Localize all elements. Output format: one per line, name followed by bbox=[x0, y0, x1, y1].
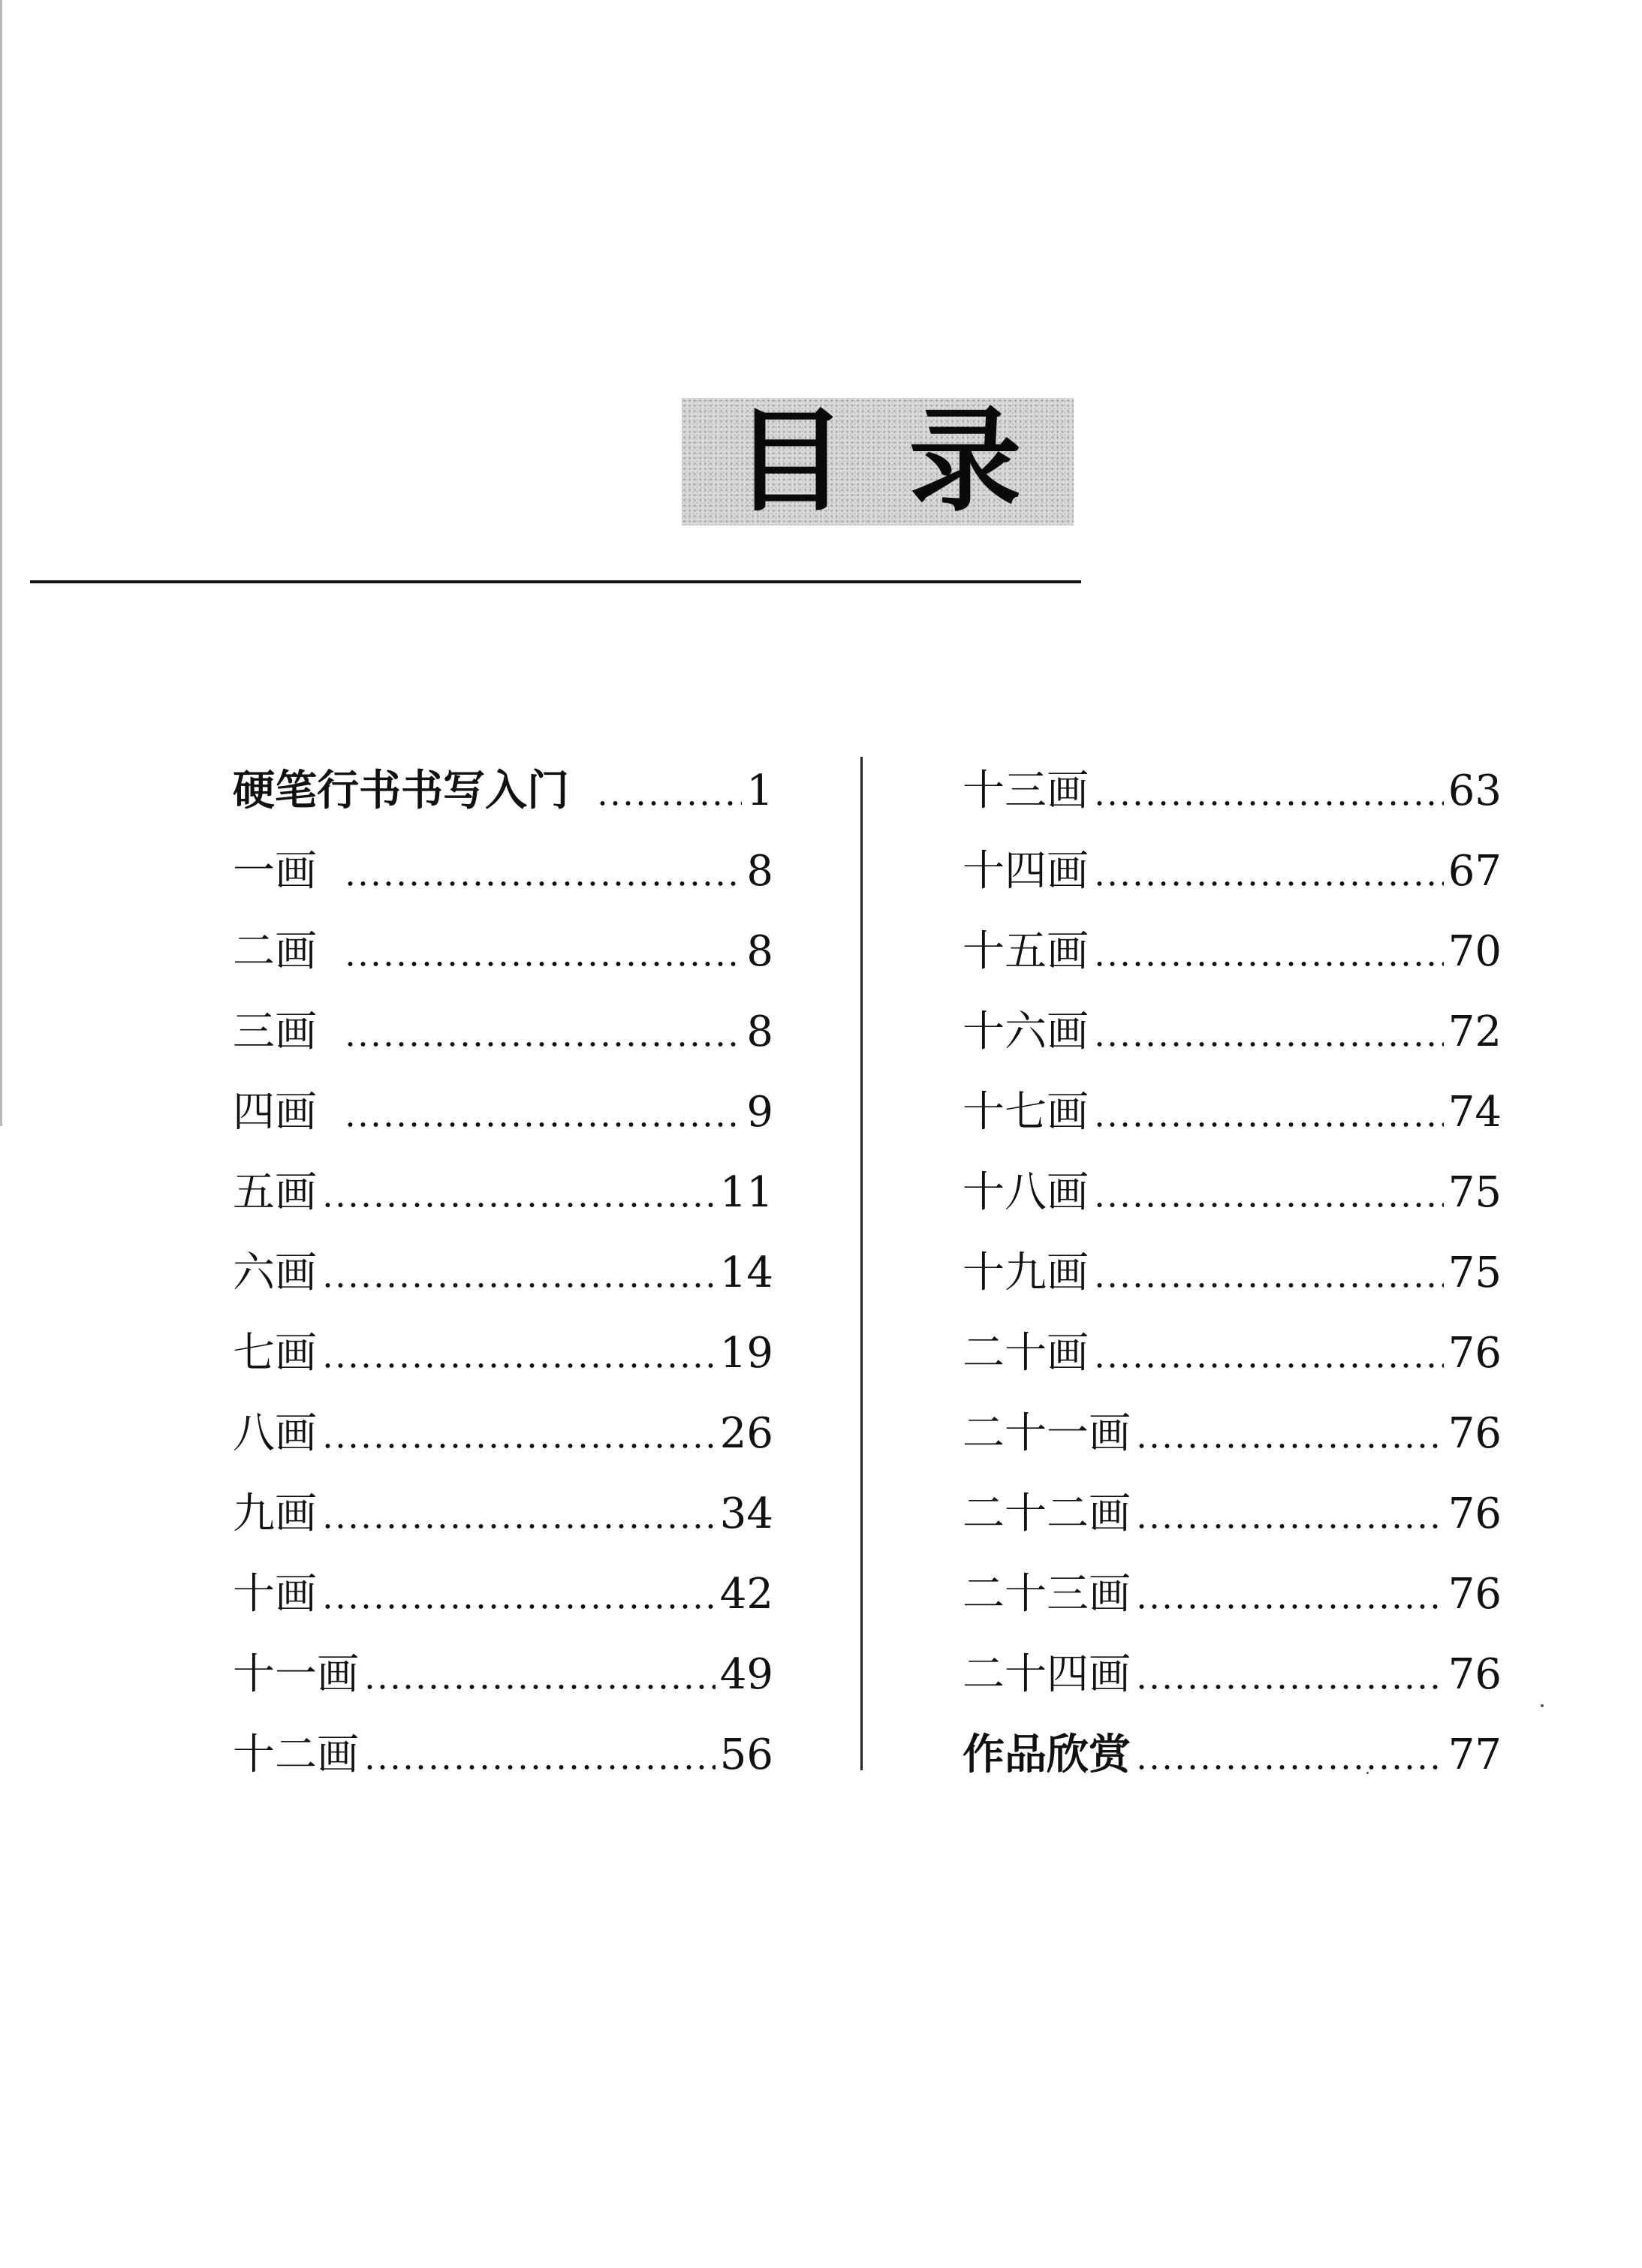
toc-entry-page-number: 8 bbox=[746, 1007, 773, 1056]
toc-entry-page-number: 76 bbox=[1448, 1409, 1502, 1458]
toc-entry-page-number: 70 bbox=[1448, 927, 1502, 976]
toc-entry-label: 二十三画 bbox=[963, 1570, 1131, 1619]
toc-entry-label: 七画 bbox=[233, 1329, 317, 1378]
toc-entry[interactable] bbox=[233, 1554, 773, 1634]
toc-entry[interactable] bbox=[963, 1152, 1502, 1233]
toc-entry-label: 二画 bbox=[233, 927, 317, 976]
toc-entry-label: 六画 bbox=[233, 1248, 317, 1297]
toc-entry-page-number: 76 bbox=[1448, 1570, 1502, 1619]
toc-entry-label: 十画 bbox=[233, 1570, 317, 1619]
toc-entry[interactable] bbox=[963, 1313, 1502, 1393]
toc-entry-label: 十五画 bbox=[963, 927, 1089, 976]
toc-entry-label: 三画 bbox=[233, 1007, 317, 1056]
toc-left-column bbox=[233, 751, 773, 1795]
title-char-1: 目 bbox=[734, 396, 847, 527]
dot-leader bbox=[1093, 1202, 1444, 1208]
toc-entry-label: 作品欣赏 bbox=[963, 1730, 1131, 1779]
toc-entry[interactable] bbox=[963, 751, 1502, 831]
toc-entry-page-number: 74 bbox=[1448, 1088, 1502, 1137]
toc-entry-page-number: 42 bbox=[719, 1570, 773, 1619]
toc-entry[interactable] bbox=[963, 1474, 1502, 1554]
dot-leader bbox=[321, 1604, 716, 1610]
dot-leader bbox=[1093, 800, 1444, 806]
toc-entry-page-number: 76 bbox=[1448, 1489, 1502, 1538]
dot-leader bbox=[1093, 1041, 1444, 1047]
toc-entry-page-number: 26 bbox=[719, 1409, 773, 1458]
toc-entry[interactable] bbox=[233, 911, 773, 992]
dot-leader bbox=[363, 1764, 716, 1770]
dot-leader bbox=[1135, 1684, 1444, 1690]
dot-leader bbox=[596, 800, 742, 806]
toc-entry-page-number: 76 bbox=[1448, 1650, 1502, 1699]
dot-leader bbox=[321, 1202, 716, 1208]
dot-leader bbox=[344, 881, 742, 887]
column-divider bbox=[860, 757, 863, 1770]
toc-entry-page-number: 75 bbox=[1448, 1248, 1502, 1297]
toc-entry-page-number: 76 bbox=[1448, 1329, 1502, 1378]
dot-leader bbox=[1093, 1282, 1444, 1288]
toc-entry-page-number: 56 bbox=[719, 1730, 773, 1779]
title-char-2: 录 bbox=[908, 396, 1022, 527]
dot-leader bbox=[1093, 1122, 1444, 1128]
toc-entry-page-number: 19 bbox=[719, 1329, 773, 1378]
toc-entry-page-number: 11 bbox=[719, 1168, 773, 1217]
toc-entry[interactable] bbox=[233, 992, 773, 1072]
toc-entry-page-number: 77 bbox=[1448, 1730, 1502, 1779]
dot-leader bbox=[321, 1282, 716, 1288]
scan-edge-shadow bbox=[0, 0, 2, 1126]
toc-entry-page-number: 8 bbox=[746, 847, 773, 896]
toc-entry[interactable] bbox=[963, 1554, 1502, 1634]
toc-entry[interactable] bbox=[233, 1715, 773, 1795]
toc-entry[interactable] bbox=[233, 1072, 773, 1152]
toc-entry-label: 一画 bbox=[233, 847, 317, 896]
toc-entry-label: 十六画 bbox=[963, 1007, 1089, 1056]
scan-speck bbox=[1541, 1704, 1544, 1707]
toc-entry-label: 二十画 bbox=[963, 1329, 1089, 1378]
toc-entry-page-number: 14 bbox=[719, 1248, 773, 1297]
toc-entry[interactable] bbox=[233, 1393, 773, 1474]
toc-entry-page-number: 67 bbox=[1448, 847, 1502, 896]
toc-entry-label: 九画 bbox=[233, 1489, 317, 1538]
toc-entry[interactable] bbox=[233, 1634, 773, 1715]
toc-entry[interactable] bbox=[233, 1233, 773, 1313]
toc-entry-label: 十三画 bbox=[963, 767, 1089, 815]
toc-entry-label: 二十四画 bbox=[963, 1650, 1131, 1699]
dot-leader bbox=[1135, 1443, 1444, 1449]
dot-leader bbox=[321, 1363, 716, 1369]
toc-entry-label: 四画 bbox=[233, 1088, 317, 1137]
toc-entry-label: 二十一画 bbox=[963, 1409, 1131, 1458]
toc-entry[interactable] bbox=[233, 1313, 773, 1393]
toc-entry-label: 十八画 bbox=[963, 1168, 1089, 1217]
toc-entry-label: 十四画 bbox=[963, 847, 1089, 896]
toc-title-box bbox=[682, 398, 1074, 526]
dot-leader bbox=[1093, 1363, 1444, 1369]
toc-entry[interactable] bbox=[963, 1634, 1502, 1715]
toc-entry-page-number: 72 bbox=[1448, 1007, 1502, 1056]
dot-leader bbox=[1135, 1764, 1444, 1770]
toc-entry-page-number: 34 bbox=[719, 1489, 773, 1538]
toc-entry-page-number: 63 bbox=[1448, 767, 1502, 815]
toc-entry-page-number: 1 bbox=[746, 767, 773, 815]
toc-entry[interactable] bbox=[233, 1152, 773, 1233]
toc-entry-label: 十一画 bbox=[233, 1650, 359, 1699]
dot-leader bbox=[344, 1041, 742, 1047]
toc-entry-label: 十二画 bbox=[233, 1730, 359, 1779]
dot-leader bbox=[344, 1122, 742, 1128]
toc-entry-label: 十九画 bbox=[963, 1248, 1089, 1297]
dot-leader bbox=[344, 961, 742, 967]
toc-entry[interactable] bbox=[963, 911, 1502, 992]
dot-leader bbox=[321, 1523, 716, 1529]
toc-entry-page-number: 9 bbox=[746, 1088, 773, 1137]
toc-entry-label: 二十二画 bbox=[963, 1489, 1131, 1538]
dot-leader bbox=[1135, 1523, 1444, 1529]
toc-entry-label: 五画 bbox=[233, 1168, 317, 1217]
toc-entry[interactable] bbox=[963, 992, 1502, 1072]
scan-speck bbox=[1366, 1772, 1369, 1774]
toc-entry[interactable] bbox=[233, 751, 773, 831]
dot-leader bbox=[363, 1684, 716, 1690]
toc-entry[interactable] bbox=[963, 831, 1502, 911]
toc-entry[interactable] bbox=[233, 1474, 773, 1554]
toc-entry[interactable] bbox=[233, 831, 773, 911]
dot-leader bbox=[1093, 881, 1444, 887]
toc-entry[interactable] bbox=[963, 1072, 1502, 1152]
toc-entry-page-number: 49 bbox=[719, 1650, 773, 1699]
dot-leader bbox=[1093, 961, 1444, 967]
dot-leader bbox=[321, 1443, 716, 1449]
toc-entry[interactable] bbox=[963, 1715, 1502, 1795]
toc-entry[interactable] bbox=[963, 1233, 1502, 1313]
toc-entry-label: 八画 bbox=[233, 1409, 317, 1458]
toc-right-column bbox=[963, 751, 1502, 1795]
toc-entry-label: 硬笔行书书写入门 bbox=[233, 767, 569, 815]
title-underline-rule bbox=[30, 580, 1081, 583]
toc-entry-page-number: 8 bbox=[746, 927, 773, 976]
toc-entry-label: 十七画 bbox=[963, 1088, 1089, 1137]
toc-entry[interactable] bbox=[963, 1393, 1502, 1474]
dot-leader bbox=[1135, 1604, 1444, 1610]
toc-entry-page-number: 75 bbox=[1448, 1168, 1502, 1217]
